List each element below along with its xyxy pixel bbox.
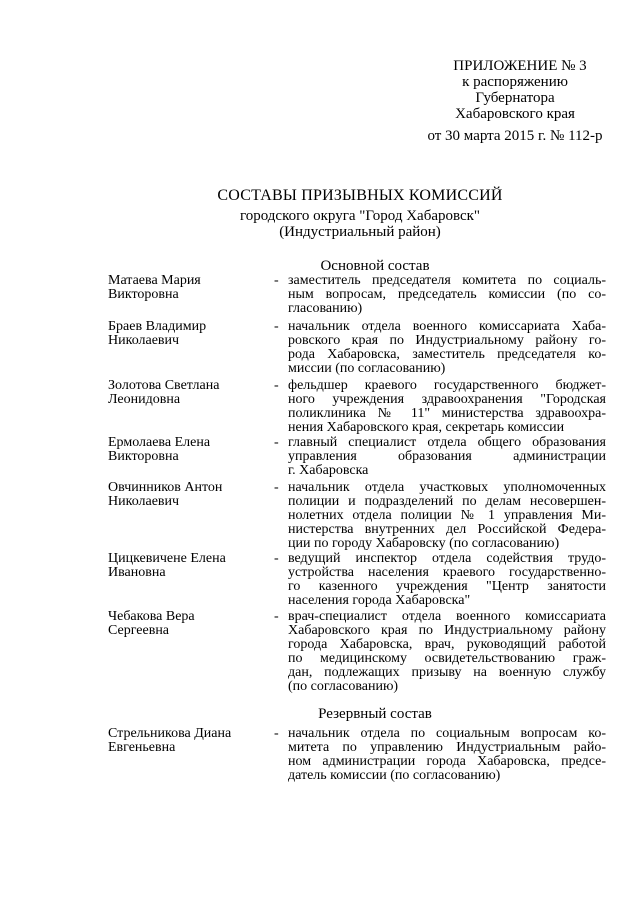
member-role <box>288 727 606 783</box>
member-patronymic: Сергеевна <box>108 623 170 638</box>
role-line: миссии (по согласованию) <box>288 361 446 376</box>
role-line: поликлиника № 11" министерства здравоохра- <box>288 406 606 421</box>
member-dash: - <box>274 609 279 624</box>
appendix-date: от 30 марта 2015 г. № 112-р <box>427 128 603 144</box>
role-line: заместитель председателя комитета по социаль- <box>288 273 606 288</box>
role-line: ным вопросам, председатель комиссии (по со- <box>288 287 606 302</box>
subtitle-area: (Индустриальный район) <box>279 224 441 240</box>
subtitle-district: городского округа "Город Хабаровск" <box>239 208 481 224</box>
member-surname-name: Золотова Светлана <box>108 378 220 393</box>
member-name <box>108 320 268 348</box>
member-role <box>288 379 606 435</box>
member-name <box>108 610 268 638</box>
member-surname-name: Матаева Мария <box>108 273 201 288</box>
member-dash: - <box>274 378 279 393</box>
role-line: управления образования администрации <box>288 449 606 464</box>
document-title: СОСТАВЫ ПРИЗЫВНЫХ КОМИССИЙ <box>217 187 503 204</box>
member-name <box>108 379 268 407</box>
member-surname-name: Овчинников Антон <box>108 480 223 495</box>
role-line: начальник отдела по социальным вопросам ко- <box>288 726 606 741</box>
role-line: го казенного учреждения "Центр занятости <box>288 579 606 594</box>
role-line: ровского края по Индустриальному району го- <box>288 333 606 348</box>
appendix-number: ПРИЛОЖЕНИЕ № 3 <box>453 58 587 74</box>
member-role <box>288 610 606 694</box>
member-dash: - <box>274 726 279 741</box>
appendix-header <box>420 58 610 144</box>
member-role <box>288 320 606 376</box>
appendix-ref: к распоряжению <box>462 74 568 90</box>
section-title-main: Основной состав <box>320 258 430 274</box>
role-line: населения города Хабаровска" <box>288 593 471 608</box>
member-name <box>108 552 268 580</box>
document-subtitle <box>130 208 590 240</box>
role-line: ном администрации города Хабаровска, предсе- <box>288 754 606 769</box>
member-surname-name: Цицкевичене Елена <box>108 551 226 566</box>
role-line: ного учреждения здравоохранения "Городская <box>288 392 606 407</box>
role-line: дан, подлежащих призыву на военную службу <box>288 665 606 680</box>
role-line: Хабаровского края по Индустриальному району <box>288 623 606 638</box>
member-name <box>108 727 268 755</box>
member-patronymic: Викторовна <box>108 287 179 302</box>
member-dash: - <box>274 435 279 450</box>
role-line: (по согласованию) <box>288 679 399 694</box>
role-line: нения Хабаровского края, секретарь комиссии <box>288 420 565 435</box>
member-role <box>288 436 606 478</box>
member-surname-name: Браев Владимир <box>108 319 207 334</box>
member-dash: - <box>274 273 279 288</box>
member-surname-name: Ермолаева Елена <box>108 435 211 450</box>
member-patronymic: Николаевич <box>108 333 180 348</box>
member-role <box>288 552 606 608</box>
role-line: начальник отдела участковых уполномоченных <box>288 480 606 495</box>
role-line: главный специалист отдела общего образования <box>288 435 606 450</box>
member-patronymic: Ивановна <box>108 565 166 580</box>
member-role <box>288 481 606 551</box>
role-line: митета по управлению Индустриальным райо- <box>288 740 606 755</box>
appendix-authority: Губернатора <box>475 90 555 106</box>
member-patronymic: Викторовна <box>108 449 179 464</box>
member-patronymic: Евгеньевна <box>108 740 176 755</box>
member-surname-name: Стрельникова Диана <box>108 726 232 741</box>
role-line: полиции и подразделений по делам несовершен- <box>288 494 606 509</box>
role-line: гласованию) <box>288 301 363 316</box>
role-line: рода Хабаровска, заместитель председателя ко- <box>288 347 606 362</box>
role-line: начальник отдела военного комиссариата Хаба- <box>288 319 606 334</box>
appendix-region: Хабаровского края <box>455 106 575 122</box>
role-line: ции по городу Хабаровску (по согласованию) <box>288 536 560 551</box>
role-line: города Хабаровска, врач, руководящий работой <box>288 637 606 652</box>
role-line: датель комиссии (по согласованию) <box>288 768 501 783</box>
member-name <box>108 274 268 302</box>
member-dash: - <box>274 319 279 334</box>
member-surname-name: Чебакова Вера <box>108 609 195 624</box>
role-line: нистерства внутренних дел Российской Федера- <box>288 522 606 537</box>
member-patronymic: Леонидовна <box>108 392 181 407</box>
member-name <box>108 481 268 509</box>
member-dash: - <box>274 551 279 566</box>
role-line: ведущий инспектор отдела содействия трудо- <box>288 551 606 566</box>
role-line: нолетних отдела полиции № 1 управления Ми- <box>288 508 606 523</box>
role-line: врач-специалист отдела военного комиссариата <box>288 609 606 624</box>
member-name <box>108 436 268 464</box>
member-patronymic: Николаевич <box>108 494 180 509</box>
member-dash: - <box>274 480 279 495</box>
section-title-reserve: Резервный состав <box>318 706 432 722</box>
role-line: г. Хабаровска <box>288 463 369 478</box>
role-line: по медицинскому освидетельствованию граж- <box>288 651 606 666</box>
role-line: фельдшер краевого государственного бюджет- <box>288 378 606 393</box>
member-role <box>288 274 606 316</box>
role-line: устройства населения краевого государственно- <box>288 565 606 580</box>
